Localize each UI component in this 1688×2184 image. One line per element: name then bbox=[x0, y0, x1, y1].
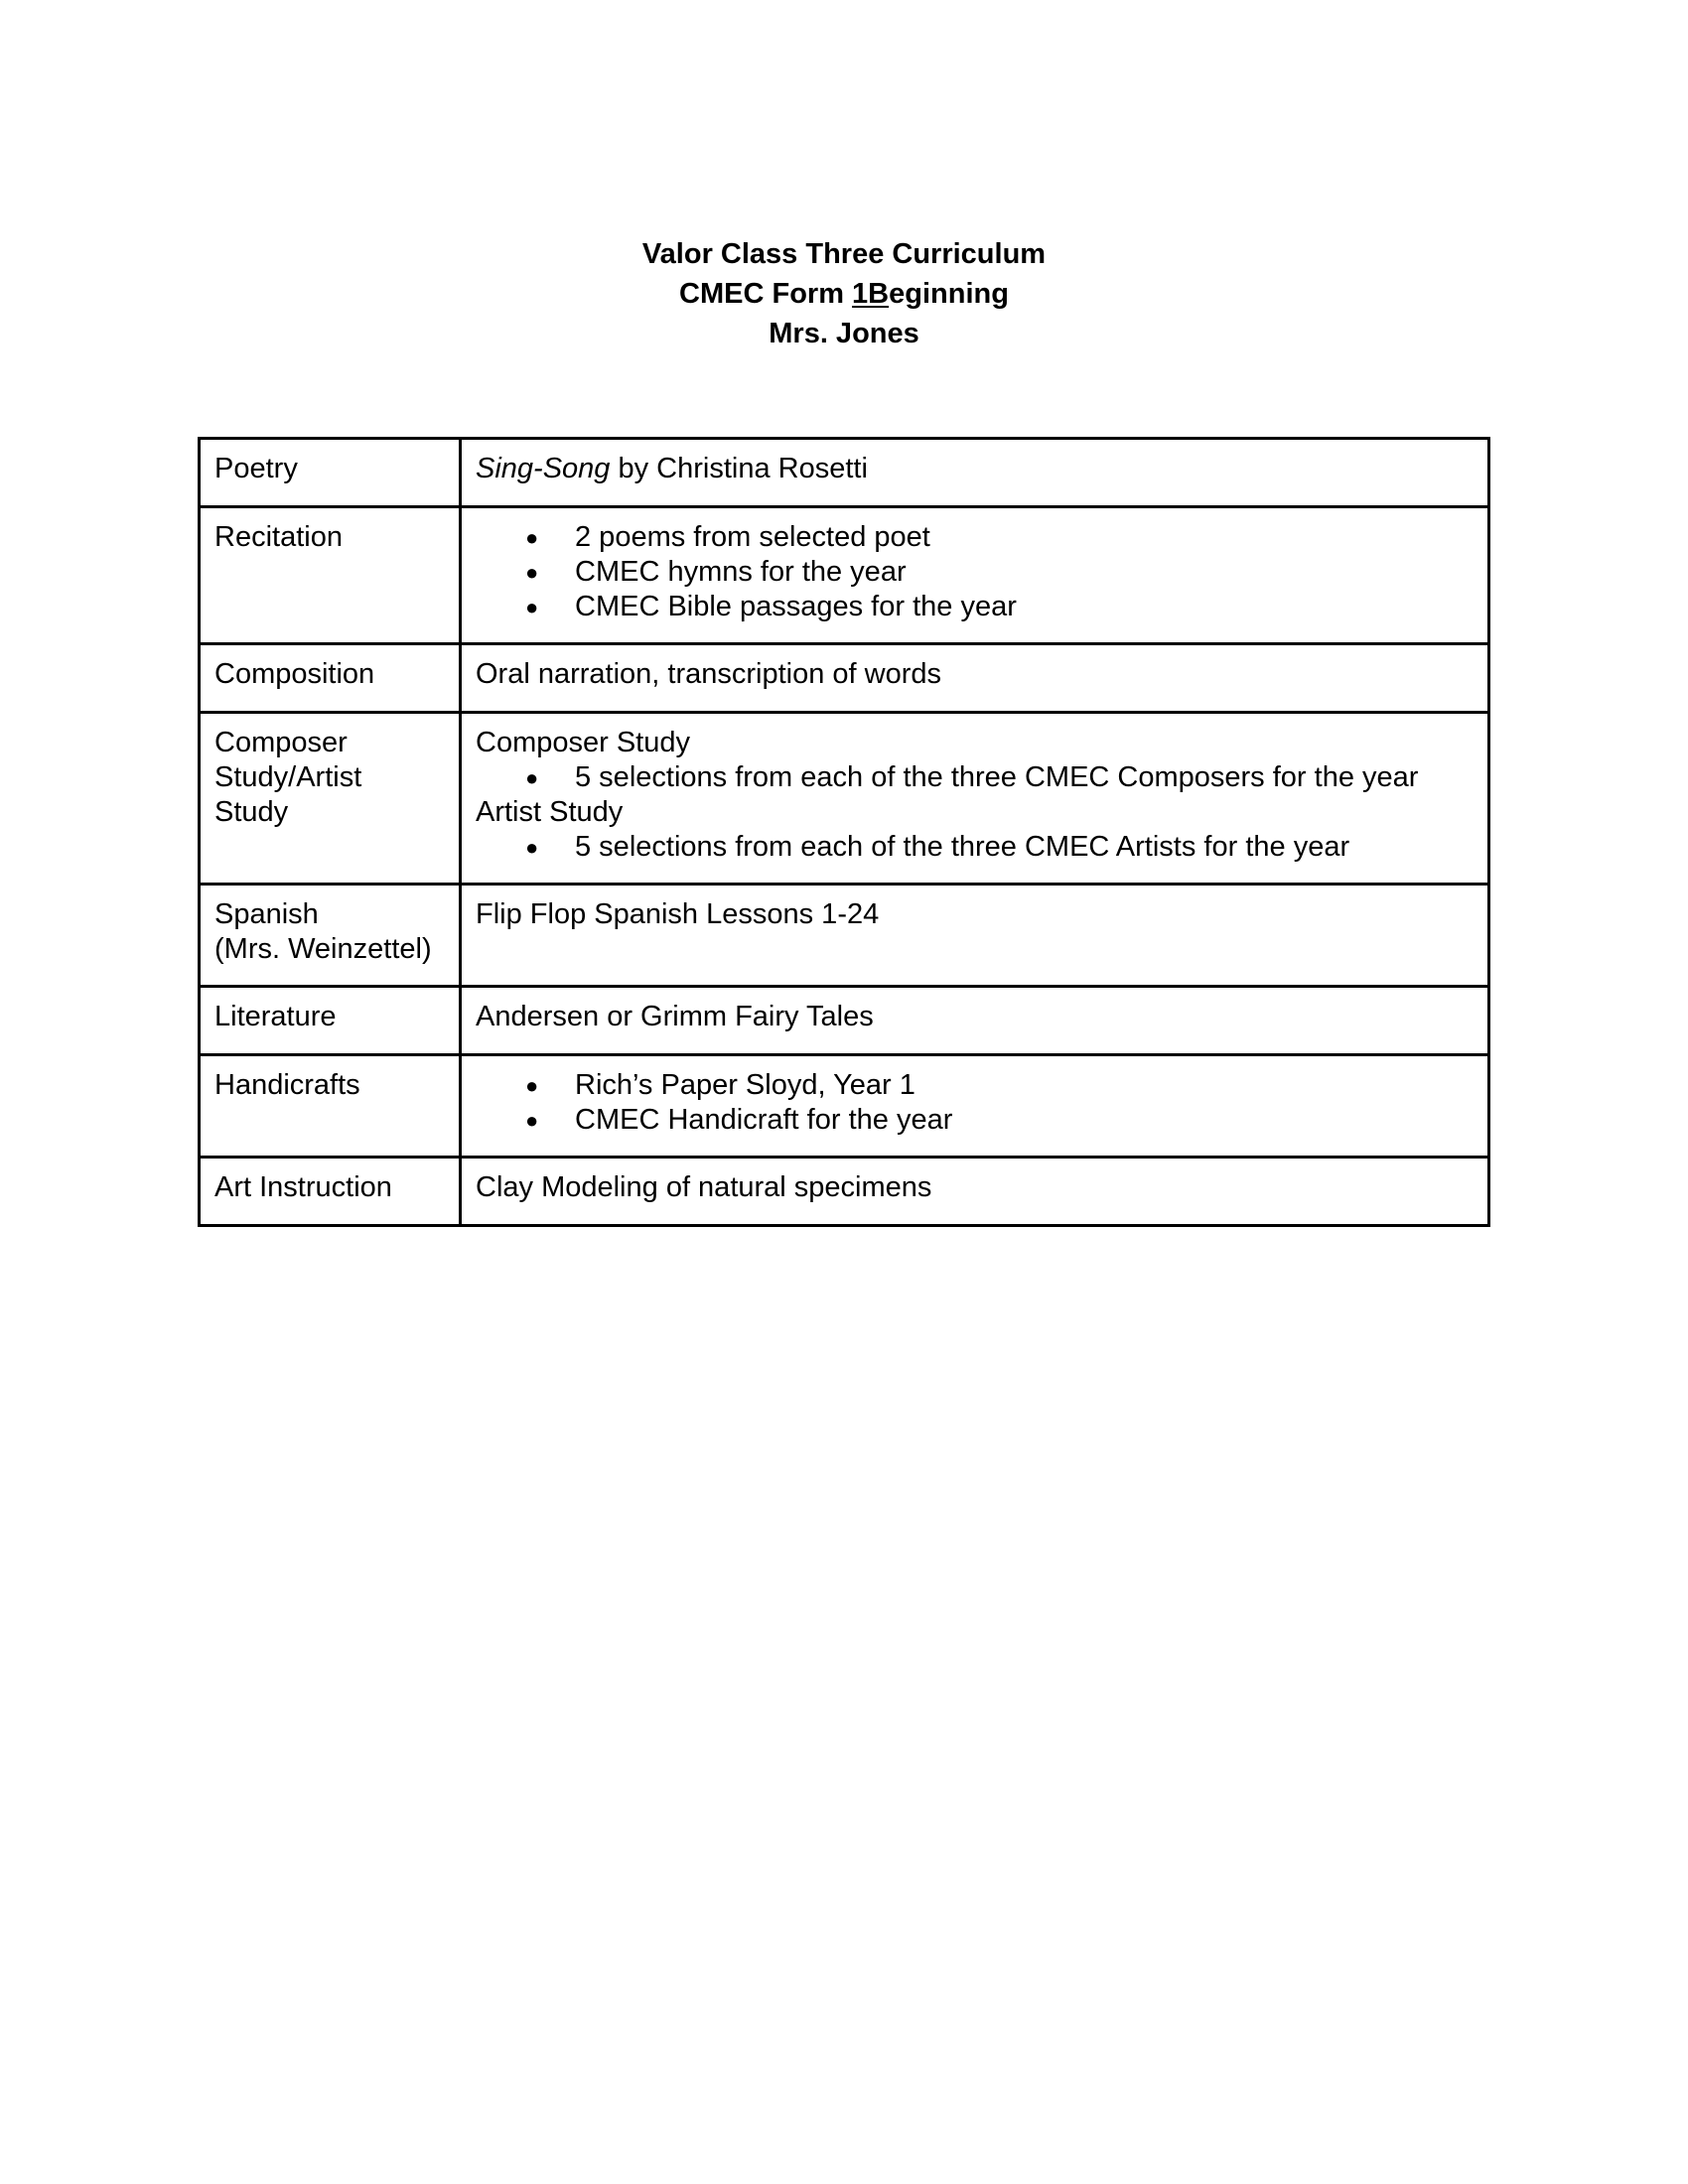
content-cell bbox=[461, 713, 1489, 885]
content-cell bbox=[461, 1055, 1489, 1158]
list-item: ● 5 selections from each of the three CMEC Artists for the year bbox=[476, 830, 1474, 865]
subject-cell: Handicrafts bbox=[200, 1055, 461, 1158]
content-cell: Oral narration, transcription of words bbox=[461, 644, 1489, 713]
table-row-composer-artist-study bbox=[200, 713, 1489, 885]
list-item: ● CMEC Bible passages for the year bbox=[476, 590, 1474, 624]
table-row-art-instruction bbox=[200, 1158, 1489, 1226]
content-cell: Andersen or Grimm Fairy Tales bbox=[461, 987, 1489, 1055]
subject-line: Composer bbox=[214, 727, 348, 758]
content-cell bbox=[461, 507, 1489, 644]
form-prefix: CMEC Form bbox=[679, 278, 853, 310]
form-level: 1B bbox=[852, 278, 890, 310]
subject-line: Study bbox=[214, 796, 289, 828]
subject-line: Spanish bbox=[214, 898, 319, 930]
subject-cell bbox=[200, 713, 461, 885]
artist-study-heading: Artist Study bbox=[476, 796, 624, 828]
subject-line: (Mrs. Weinzettel) bbox=[214, 933, 432, 965]
document-header bbox=[0, 234, 1688, 353]
table-row-literature bbox=[200, 987, 1489, 1055]
subject-cell: Recitation bbox=[200, 507, 461, 644]
composer-study-heading: Composer Study bbox=[476, 727, 690, 758]
poem-author: by Christina Rosetti bbox=[610, 453, 868, 484]
form-suffix: eginning bbox=[889, 278, 1009, 310]
form-label bbox=[0, 274, 1688, 314]
list-item: ● CMEC hymns for the year bbox=[476, 555, 1474, 590]
artist-study-list bbox=[476, 830, 1474, 865]
list-item: ● 2 poems from selected poet bbox=[476, 520, 1474, 555]
list-item: ● 5 selections from each of the three CMEC Composers for the year bbox=[476, 760, 1474, 795]
subject-cell bbox=[200, 885, 461, 987]
subject-cell: Poetry bbox=[200, 439, 461, 507]
content-cell: Clay Modeling of natural specimens bbox=[461, 1158, 1489, 1226]
table-row-composition bbox=[200, 644, 1489, 713]
table-row-spanish bbox=[200, 885, 1489, 987]
recitation-list bbox=[476, 520, 1474, 624]
document-title: Valor Class Three Curriculum bbox=[641, 238, 1047, 270]
subject-cell: Literature bbox=[200, 987, 461, 1055]
subject-cell: Art Instruction bbox=[200, 1158, 461, 1226]
subject-line: Study/Artist bbox=[214, 761, 362, 793]
table-row-poetry bbox=[200, 439, 1489, 507]
list-item: ● Rich’s Paper Sloyd, Year 1 bbox=[476, 1068, 1474, 1103]
content-cell bbox=[461, 439, 1489, 507]
table-row-recitation bbox=[200, 507, 1489, 644]
table-row-handicrafts bbox=[200, 1055, 1489, 1158]
curriculum-table bbox=[198, 437, 1490, 1227]
list-item: ● CMEC Handicraft for the year bbox=[476, 1103, 1474, 1138]
poem-title: Sing-Song bbox=[476, 453, 611, 484]
subject-cell: Composition bbox=[200, 644, 461, 713]
content-cell: Flip Flop Spanish Lessons 1-24 bbox=[461, 885, 1489, 987]
teacher-name: Mrs. Jones bbox=[769, 318, 919, 349]
composer-study-list bbox=[476, 760, 1474, 795]
handicrafts-list bbox=[476, 1068, 1474, 1138]
